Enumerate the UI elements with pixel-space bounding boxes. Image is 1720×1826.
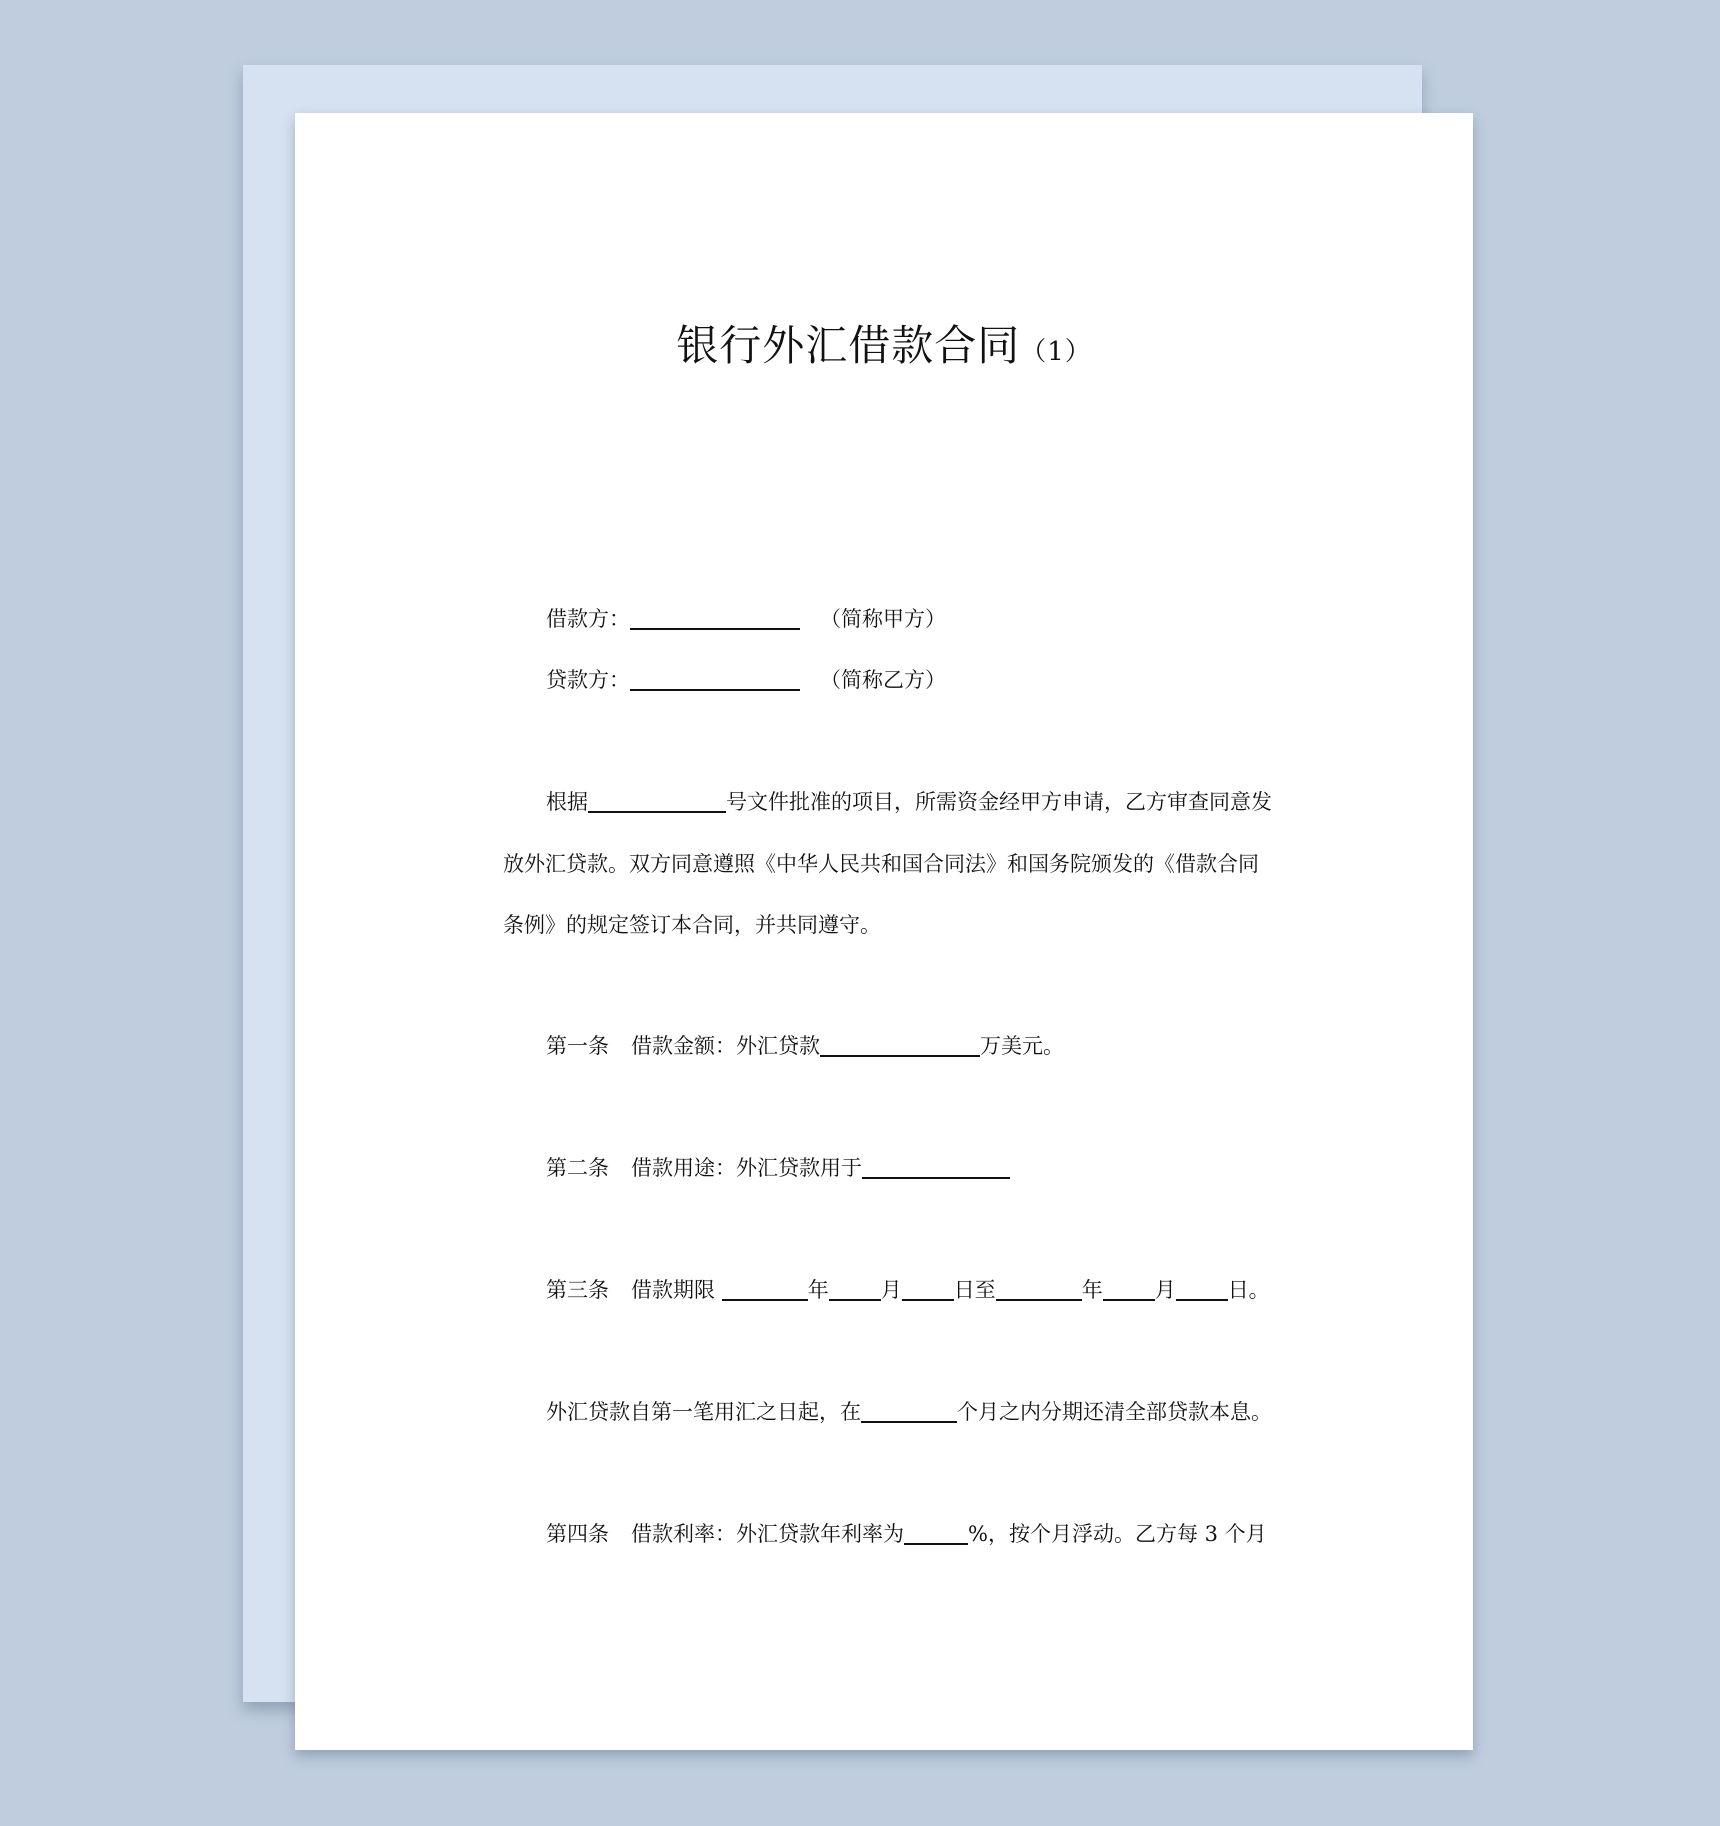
preamble-prefix: 根据 — [546, 790, 588, 814]
day-to-label: 日至 — [953, 1278, 996, 1302]
interest-rate-blank[interactable] — [904, 1521, 968, 1545]
article-1-suffix: 万美元。 — [980, 1034, 1064, 1058]
document-page — [295, 113, 1473, 1750]
preamble-line-2: 放外汇贷款。双方同意遵照《中华人民共和国合同法》和国务院颁发的《借款合同 — [503, 852, 1259, 876]
month-label: 月 — [1154, 1278, 1176, 1302]
article-2-prefix: 借款用途：外汇贷款用于 — [631, 1156, 862, 1180]
article-2 — [546, 1153, 1010, 1183]
article-3 — [546, 1275, 1270, 1305]
end-month-blank[interactable] — [1103, 1277, 1155, 1301]
article-3-label: 第三条 — [546, 1278, 609, 1302]
article-4-suffix: %，按个月浮动。乙方每 3 个月 — [968, 1522, 1267, 1546]
article-1-label: 第一条 — [546, 1034, 609, 1058]
article-1 — [546, 1031, 1064, 1061]
repayment-prefix: 外汇贷款自第一笔用汇之日起，在 — [546, 1400, 861, 1424]
preamble-line-3: 条例》的规定签订本合同，并共同遵守。 — [503, 913, 881, 937]
repayment-line — [546, 1397, 1272, 1427]
document-title — [295, 313, 1473, 373]
month-label: 月 — [880, 1278, 902, 1302]
document-number-blank[interactable] — [588, 789, 726, 813]
article-4-prefix: 借款利率：外汇贷款年利率为 — [631, 1522, 904, 1546]
lender-line — [546, 665, 946, 695]
article-4 — [546, 1519, 1267, 1549]
borrower-line — [546, 604, 946, 634]
lender-note: （简称乙方） — [820, 668, 946, 692]
loan-amount-blank[interactable] — [820, 1033, 980, 1057]
repayment-suffix: 个月之内分期还清全部贷款本息。 — [957, 1400, 1272, 1424]
article-4-label: 第四条 — [546, 1522, 609, 1546]
borrower-name-blank[interactable] — [630, 606, 800, 630]
start-month-blank[interactable] — [829, 1277, 881, 1301]
day-end-label: 日。 — [1227, 1278, 1270, 1302]
end-year-blank[interactable] — [996, 1277, 1082, 1301]
year-label: 年 — [1081, 1278, 1103, 1302]
start-year-blank[interactable] — [722, 1277, 808, 1301]
borrower-note: （简称甲方） — [820, 607, 946, 631]
article-2-label: 第二条 — [546, 1156, 609, 1180]
borrower-label: 借款方： — [546, 607, 630, 631]
repayment-months-blank[interactable] — [861, 1399, 957, 1423]
article-1-prefix: 借款金额：外汇贷款 — [631, 1034, 820, 1058]
title-text: 银行外汇借款合同 — [676, 321, 1021, 370]
end-day-blank[interactable] — [1176, 1277, 1228, 1301]
preamble-suffix: 号文件批准的项目，所需资金经甲方申请，乙方审查同意发 — [726, 790, 1272, 814]
loan-purpose-blank[interactable] — [862, 1155, 1010, 1179]
title-suffix: （1） — [1020, 337, 1092, 367]
article-3-prefix: 借款期限 — [631, 1278, 722, 1302]
year-label: 年 — [807, 1278, 829, 1302]
start-day-blank[interactable] — [902, 1277, 954, 1301]
lender-label: 贷款方： — [546, 668, 630, 692]
lender-name-blank[interactable] — [630, 667, 800, 691]
preamble-line-1 — [546, 787, 1272, 817]
